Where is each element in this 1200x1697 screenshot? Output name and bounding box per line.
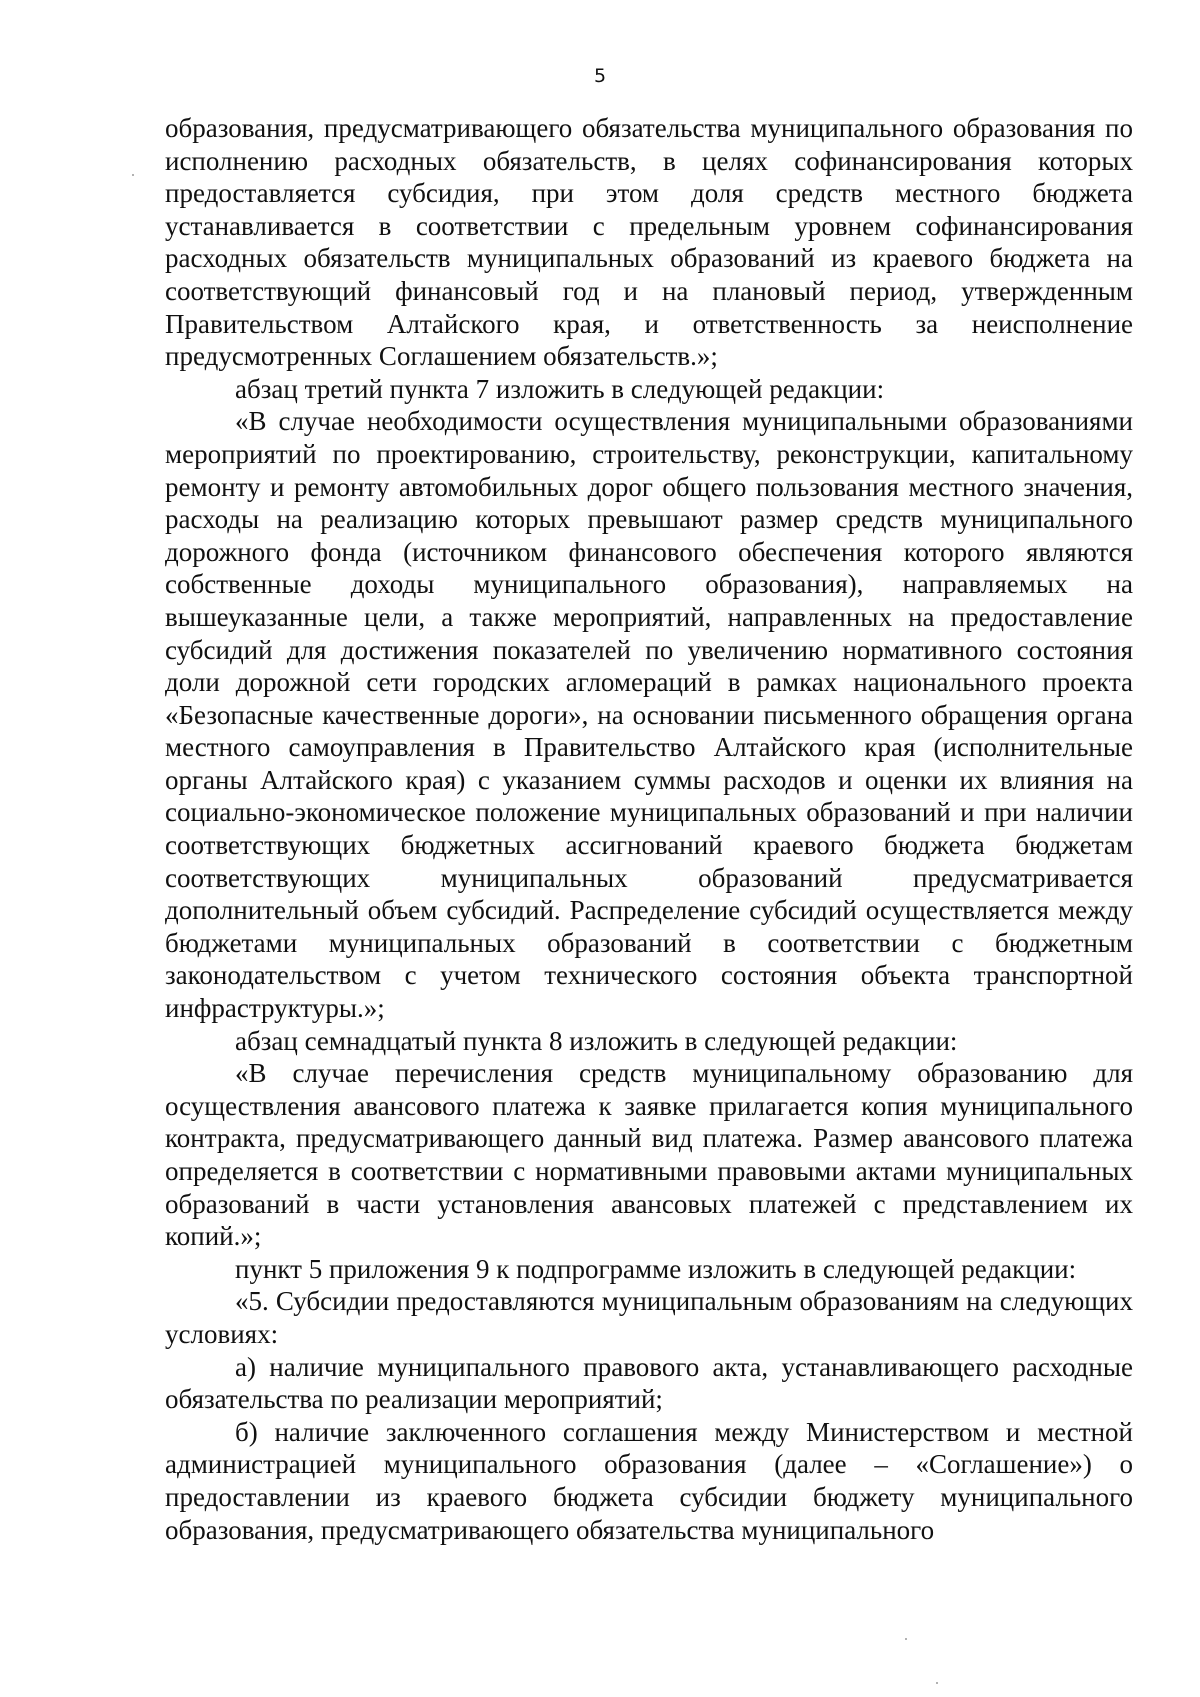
paragraph-4: абзац семнадцатый пункта 8 изложить в следующей редакции: — [235, 1025, 958, 1056]
document-body — [165, 112, 1133, 1546]
scan-speck — [905, 1638, 907, 1640]
page-number: 5 — [593, 65, 607, 87]
scan-speck — [936, 1682, 938, 1684]
paragraph-9: б) наличие заключенного соглашения между Министерством и местной администрацией муниципального образования (далее – «Соглашение») о предоставлении из краевого бюджета субсидии бюджету муниципального образования, предусматривающего обязательства муниципального — [165, 1416, 1133, 1545]
paragraph-1: образования, предусматривающего обязательства муниципального образования по исполнению расходных обязательств, в целях софинансирования которых предоставляется субсидия, при этом доля средств местного бюджета устанавливается в соответствии с предельным уровнем софинансирования расходных обязательств муниципальных образований из краевого бюджета на соответствующий финансовый год и на плановый период, утвержденным Правительством Алтайского края, и ответственность за неисполнение предусмотренных Соглашением обязательств.»; — [165, 113, 1133, 372]
paragraph-3: «В случае необходимости осуществления муниципальными образованиями мероприятий по проектированию, строительству, реконструкции, капитальному ремонту и ремонту автомобильных дорог общего пользования местного значения, расходы на реализацию которых превышают размер средств муниципального дорожного фонда (источником финансового обеспечения которого являются собственные доходы муниципального образования), направляемых на вышеуказанные цели, а также мероприятий, направленных на предоставление субсидий для достижения показателей по увеличению нормативного состояния доли дорожной сети городских агломераций в рамках национального проекта «Безопасные качественные дороги», на основании письменного обращения органа местного самоуправления в Правительство Алтайского края (исполнительные органы Алтайского края) с указанием суммы расходов и оценки их влияния на социально-экономическое положение муниципальных образований и при наличии соответствующих бюджетных ассигнований краевого бюджета бюджетам соответствующих муниципальных образований предусматривается дополнительный объем субсидий. Распределение субсидий осуществляется между бюджетами муниципальных образований в соответствии с бюджетным законодательством с учетом технического состояния объекта транспортной инфраструктуры.»; — [165, 406, 1133, 1024]
paragraph-5: «В случае перечисления средств муниципальному образованию для осуществления авансового платежа к заявке прилагается копия муниципального контракта, предусматривающего данный вид платежа. Размер авансового платежа определяется в соответствии с нормативными правовыми актами муниципальных образований в части установления авансовых платежей с представлением их копий.»; — [165, 1058, 1133, 1252]
scan-speck — [132, 174, 134, 176]
paragraph-8: а) наличие муниципального правового акта, устанавливающего расходные обязательства по реализации мероприятий; — [165, 1351, 1133, 1415]
paragraph-7: «5. Субсидии предоставляются муниципальным образованиям на следующих условиях: — [165, 1286, 1133, 1349]
paragraph-6: пункт 5 приложения 9 к подпрограмме изложить в следующей редакции: — [235, 1253, 1077, 1284]
paragraph-2: абзац третий пункта 7 изложить в следующей редакции: — [235, 373, 885, 404]
